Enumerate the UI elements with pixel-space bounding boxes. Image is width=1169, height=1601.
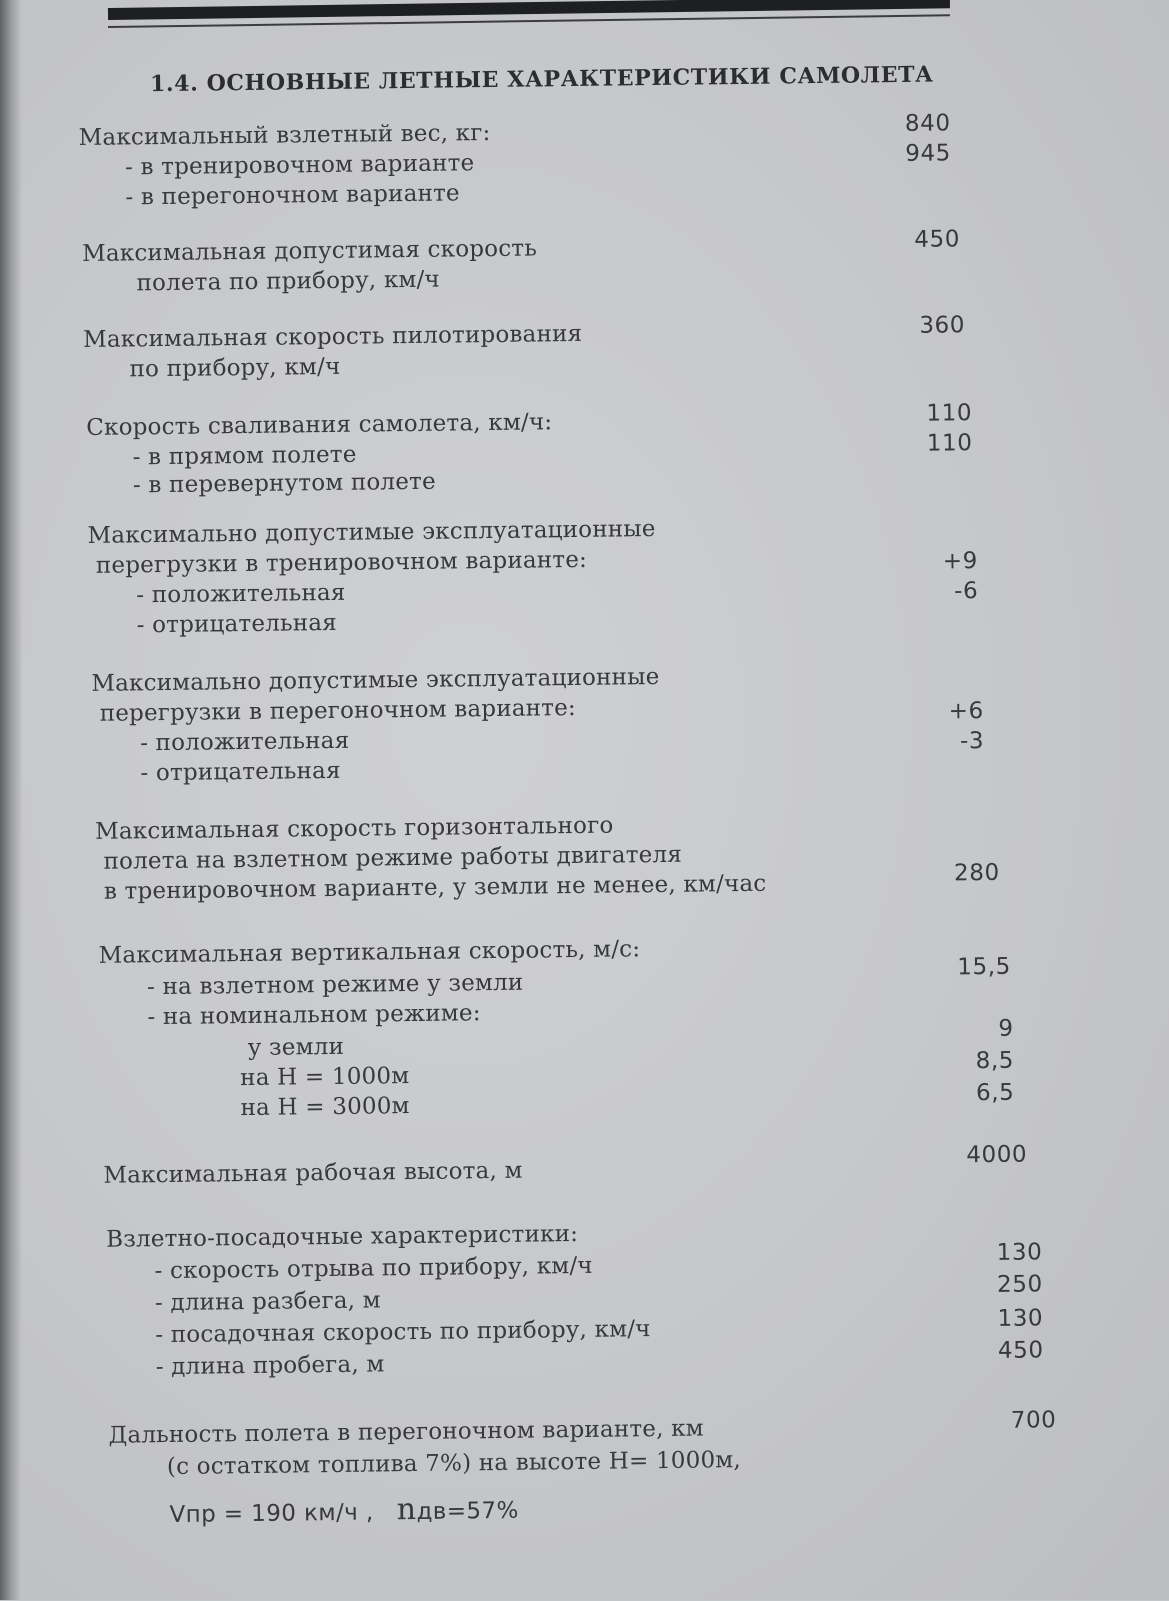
section-line: перегрузки в перегоночном варианте: <box>99 694 577 727</box>
value: 130 <box>997 1305 1044 1332</box>
value: 840 <box>904 110 951 137</box>
section-line: (с остатком топлива 7%) на высоте Н= 1000м, <box>166 1447 742 1481</box>
section-heading: Максимальный взлетный вес, кг: <box>78 119 491 152</box>
value: 700 <box>1010 1407 1057 1434</box>
section-line: полета на взлетном режиме работы двигателя <box>103 841 683 875</box>
engine-rpm-formula: дв=57% <box>416 1497 519 1525</box>
section-line: - посадочная скорость по прибору, км/ч <box>155 1316 651 1349</box>
section-line: полета по прибору, км/ч <box>136 266 441 297</box>
range-formula <box>169 1491 519 1529</box>
value: +6 <box>948 698 984 725</box>
section-line: - на взлетном режиме у земли <box>146 969 524 1001</box>
section-line: - длина разбега, м <box>154 1287 381 1317</box>
value: 450 <box>997 1337 1044 1364</box>
value: 6,5 <box>975 1079 1015 1107</box>
value: 110 <box>926 400 973 427</box>
section-line: перегрузки в тренировочном варианте: <box>95 546 588 579</box>
section-line: - в тренировочном варианте <box>124 150 475 181</box>
speed-formula: Vпр = 190 км/ч , <box>169 1499 374 1529</box>
n-symbol: n <box>396 1491 417 1528</box>
section-line: - отрицательная <box>140 757 341 787</box>
value: 15,5 <box>957 953 1012 981</box>
section-line: - в прямом полете <box>132 441 357 471</box>
section-line: на Н = 3000м <box>240 1093 410 1122</box>
section-heading: Максимальная допустимая скорость <box>81 235 538 267</box>
section-heading: Скорость сваливания самолета, км/ч: <box>86 409 553 441</box>
value: -3 <box>959 728 985 755</box>
page-title: 1.4. ОСНОВНЫЕ ЛЕТНЫЕ ХАРАКТЕРИСТИКИ САМОЛЕТА <box>149 61 934 98</box>
value: +9 <box>942 548 979 575</box>
value: 450 <box>914 226 961 253</box>
section-heading: Максимально допустимые эксплуатационные <box>91 663 660 697</box>
section-heading: Максимальная вертикальная скорость, м/с: <box>98 936 641 969</box>
section-heading: Максимальная рабочая высота, м <box>103 1157 523 1189</box>
value: 4000 <box>966 1141 1028 1169</box>
value: 8,5 <box>975 1047 1015 1075</box>
value: 130 <box>996 1239 1043 1266</box>
section-line: - в перевернутом полете <box>132 468 436 499</box>
section-line: - в перегоночном варианте <box>125 180 460 211</box>
section-line: - скорость отрыва по прибору, км/ч <box>154 1252 593 1285</box>
section-heading: Максимальная скорость пилотирования <box>83 320 583 353</box>
section-line: в тренировочном варианте, у земли не менее, км/час <box>103 870 767 905</box>
section-line: - положительная <box>136 579 346 609</box>
value: 360 <box>919 312 966 339</box>
value: -6 <box>954 578 979 605</box>
section-line: по прибору, км/ч <box>129 353 341 383</box>
value: 110 <box>926 430 973 457</box>
section-line: - положительная <box>139 727 350 757</box>
section-line: - отрицательная <box>136 609 338 639</box>
section-line: - на номинальном режиме: <box>147 1000 481 1031</box>
section-heading: Максимальная скорость горизонтального <box>95 812 614 845</box>
section-line: у земли <box>247 1033 345 1062</box>
value: 250 <box>996 1271 1043 1298</box>
value: 945 <box>905 140 952 167</box>
section-heading: Максимально допустимые эксплуатационные <box>87 516 656 549</box>
section-line: - длина пробега, м <box>155 1351 385 1381</box>
section-line: на Н = 1000м <box>240 1063 410 1092</box>
section-heading: Взлетно-посадочные характеристики: <box>106 1221 579 1253</box>
value: 280 <box>953 859 1000 887</box>
section-heading: Дальность полета в перегоночном варианте, км <box>108 1415 704 1449</box>
value: 9 <box>998 1015 1014 1042</box>
